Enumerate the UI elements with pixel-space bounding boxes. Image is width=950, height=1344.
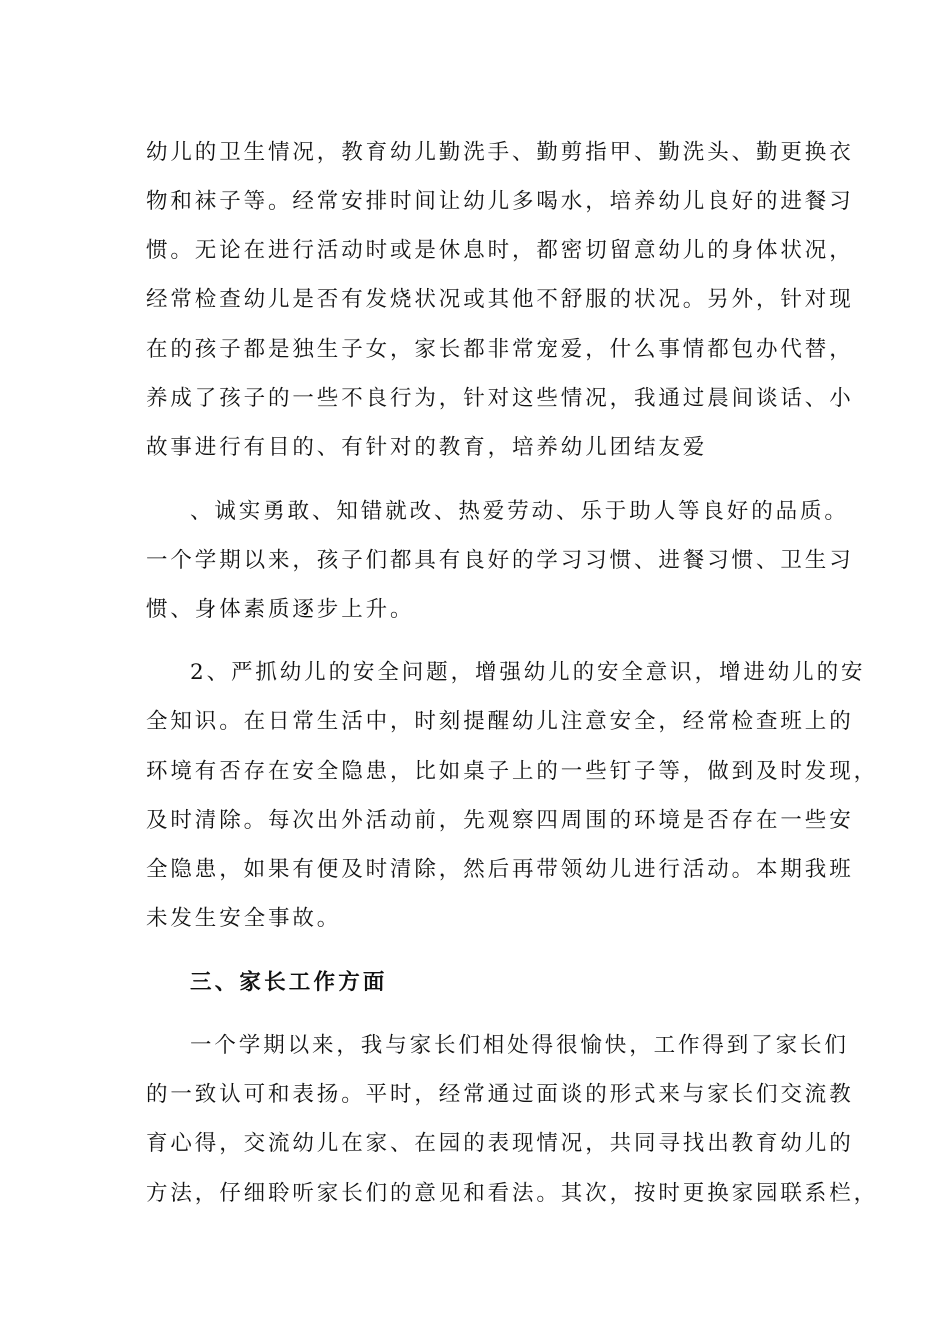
text-line: 及时清除。每次出外活动前，先观察四周围的环境是否存在一些安 [146,808,854,833]
text-line: 全知识。在日常生活中，时刻提醒幼儿注意安全，经常检查班上的 [146,709,854,734]
text-line: 物和袜子等。经常安排时间让幼儿多喝水，培养幼儿良好的进餐习 [146,189,854,214]
text-line: 惯。无论在进行活动时或是休息时，都密切留意幼儿的身体状况， [146,238,854,263]
text-line: 、诚实勇敢、知错就改、热爱劳动、乐于助人等良好的品质。 [190,499,849,524]
text-line: 方法，仔细聆听家长们的意见和看法。其次，按时更换家园联系栏， [146,1181,879,1206]
section-heading: 三、家长工作方面 [190,970,388,995]
text-line: 育心得，交流幼儿在家、在园的表现情况，共同寻找出教育幼儿的 [146,1131,854,1156]
text-line: 2、严抓幼儿的安全问题，增强幼儿的安全意识，增进幼儿的安 [190,660,866,685]
text-line: 的一致认可和表扬。平时，经常通过面谈的形式来与家长们交流教 [146,1082,854,1107]
text-line: 一个学期以来，我与家长们相处得很愉快，工作得到了家长们 [190,1033,849,1058]
text-line: 全隐患，如果有便及时清除，然后再带领幼儿进行活动。本期我班 [146,857,854,882]
text-line: 环境有否存在安全隐患，比如桌子上的一些钉子等，做到及时发现， [146,759,879,784]
text-line: 幼儿的卫生情况，教育幼儿勤洗手、勤剪指甲、勤洗头、勤更换衣 [146,140,854,165]
text-line: 惯、身体素质逐步上升。 [146,597,415,622]
text-line: 未发生安全事故。 [146,906,342,931]
text-line: 故事进行有目的、有针对的教育，培养幼儿团结友爱 [146,435,708,460]
text-line: 一个学期以来，孩子们都具有良好的学习习惯、进餐习惯、卫生习 [146,548,854,573]
text-line: 养成了孩子的一些不良行为，针对这些情况，我通过晨间谈话、小 [146,386,854,411]
text-line: 经常检查幼儿是否有发烧状况或其他不舒服的状况。另外，针对现 [146,287,854,312]
text-line: 在的孩子都是独生子女，家长都非常宠爱，什么事情都包办代替， [146,337,854,362]
